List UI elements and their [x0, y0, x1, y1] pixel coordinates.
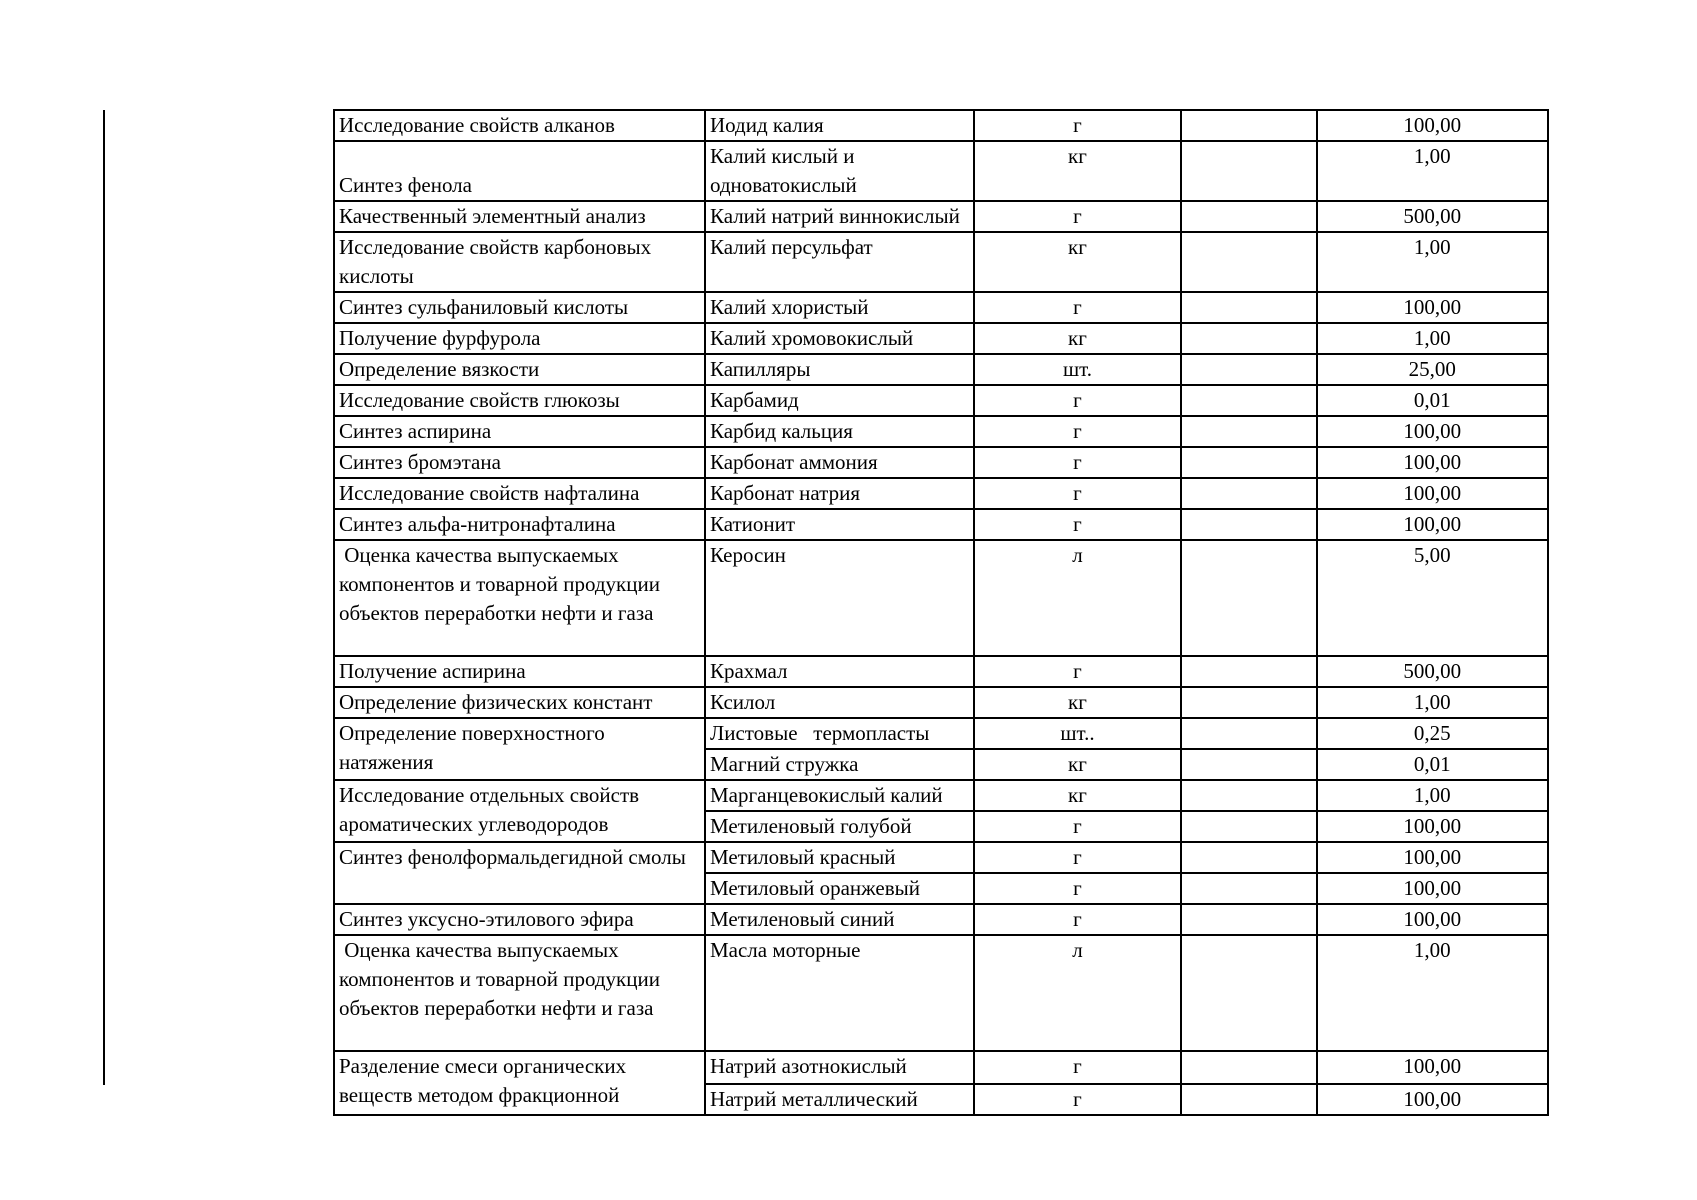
empty-cell [1181, 904, 1316, 935]
reagent-cell: Карбамид [705, 385, 974, 416]
reagent-cell: Магний стружка [705, 749, 974, 780]
reagent-cell: Крахмал [705, 656, 974, 687]
reagent-cell: Калий хромовокислый [705, 323, 974, 354]
unit-cell: кг [974, 323, 1181, 354]
unit-cell: г [974, 656, 1181, 687]
empty-cell [1181, 232, 1316, 292]
topic-cell: Оценка качества выпускаемых компонентов и товарной продукции объектов переработки нефти и газа [334, 540, 705, 656]
quantity-cell: 100,00 [1317, 842, 1549, 873]
reagent-cell: Капилляры [705, 354, 974, 385]
quantity-cell: 0,25 [1317, 718, 1549, 749]
reagent-cell: Катионит [705, 509, 974, 540]
empty-cell [1181, 416, 1316, 447]
topic-cell: Синтез альфа-нитронафталина [334, 509, 705, 540]
table-row [334, 292, 1548, 323]
unit-cell: шт.. [974, 718, 1181, 749]
topic-cell: Разделение смеси органических веществ методом фракционной [334, 1051, 705, 1115]
quantity-cell: 100,00 [1317, 416, 1549, 447]
empty-cell [1181, 141, 1316, 201]
empty-cell [1181, 811, 1316, 842]
empty-cell [1181, 780, 1316, 811]
table-row [334, 141, 1548, 201]
topic-cell: Определение физических констант [334, 687, 705, 718]
topic-cell: Синтез аспирина [334, 416, 705, 447]
empty-cell [1181, 540, 1316, 656]
reagent-cell: Ксилол [705, 687, 974, 718]
quantity-cell: 100,00 [1317, 904, 1549, 935]
topic-cell: Синтез бромэтана [334, 447, 705, 478]
unit-cell: шт. [974, 354, 1181, 385]
empty-cell [1181, 509, 1316, 540]
topic-cell: Исследование свойств глюкозы [334, 385, 705, 416]
quantity-cell: 1,00 [1317, 232, 1549, 292]
quantity-cell: 100,00 [1317, 292, 1549, 323]
quantity-cell: 100,00 [1317, 873, 1549, 904]
table-row [334, 904, 1548, 935]
unit-cell: г [974, 110, 1181, 141]
table-row [334, 540, 1548, 656]
quantity-cell: 5,00 [1317, 540, 1549, 656]
unit-cell: л [974, 935, 1181, 1051]
topic-cell: Синтез фенолформальдегидной смолы [334, 842, 705, 904]
reagent-cell: Метиловый красный [705, 842, 974, 873]
topic-cell: Исследование отдельных свойств ароматических углеводородов [334, 780, 705, 842]
empty-cell [1181, 292, 1316, 323]
table-row [334, 385, 1548, 416]
topic-cell: Получение аспирина [334, 656, 705, 687]
reagent-cell: Карбонат аммония [705, 447, 974, 478]
table-row [334, 416, 1548, 447]
quantity-cell: 1,00 [1317, 780, 1549, 811]
topic-cell: Синтез сульфаниловый кислоты [334, 292, 705, 323]
unit-cell: г [974, 904, 1181, 935]
quantity-cell: 1,00 [1317, 323, 1549, 354]
quantity-cell: 25,00 [1317, 354, 1549, 385]
quantity-cell: 100,00 [1317, 1051, 1549, 1084]
quantity-cell: 0,01 [1317, 385, 1549, 416]
quantity-cell: 1,00 [1317, 687, 1549, 718]
topic-cell: Исследование свойств нафталина [334, 478, 705, 509]
quantity-cell: 100,00 [1317, 447, 1549, 478]
unit-cell: кг [974, 687, 1181, 718]
topic-cell: Синтез фенола [334, 141, 705, 201]
reagent-cell: Листовые термопласты [705, 718, 974, 749]
reagent-cell: Калий кислый и одноватокислый [705, 141, 974, 201]
topic-cell: Определение вязкости [334, 354, 705, 385]
unit-cell: кг [974, 141, 1181, 201]
empty-cell [1181, 1051, 1316, 1084]
topic-cell: Получение фурфурола [334, 323, 705, 354]
quantity-cell: 100,00 [1317, 110, 1549, 141]
table-row [334, 323, 1548, 354]
empty-cell [1181, 935, 1316, 1051]
table-row [334, 935, 1548, 1051]
reagent-cell: Марганцевокислый калий [705, 780, 974, 811]
table-row [334, 780, 1548, 811]
empty-cell [1181, 687, 1316, 718]
unit-cell: г [974, 842, 1181, 873]
quantity-cell: 100,00 [1317, 478, 1549, 509]
unit-cell: кг [974, 749, 1181, 780]
unit-cell: г [974, 873, 1181, 904]
quantity-cell: 100,00 [1317, 509, 1549, 540]
empty-cell [1181, 385, 1316, 416]
reagent-cell: Метиленовый синий [705, 904, 974, 935]
table-row [334, 110, 1548, 141]
empty-cell [1181, 110, 1316, 141]
reagent-cell: Керосин [705, 540, 974, 656]
table-row [334, 232, 1548, 292]
empty-cell [1181, 447, 1316, 478]
topic-cell: Оценка качества выпускаемых компонентов и товарной продукции объектов переработки нефти и газа [334, 935, 705, 1051]
table-row [334, 478, 1548, 509]
table-row [334, 842, 1548, 873]
topic-cell: Исследование свойств алканов [334, 110, 705, 141]
reagent-cell: Метиловый оранжевый [705, 873, 974, 904]
topic-cell: Синтез уксусно-этилового эфира [334, 904, 705, 935]
topic-cell: Определение поверхностного натяжения [334, 718, 705, 780]
reagent-cell: Метиленовый голубой [705, 811, 974, 842]
unit-cell: г [974, 509, 1181, 540]
reagent-cell: Масла моторные [705, 935, 974, 1051]
reagent-cell: Калий хлористый [705, 292, 974, 323]
quantity-cell: 100,00 [1317, 1084, 1549, 1115]
table-row [334, 656, 1548, 687]
unit-cell: кг [974, 232, 1181, 292]
table-row [334, 1051, 1548, 1084]
table-row [334, 509, 1548, 540]
quantity-cell: 1,00 [1317, 935, 1549, 1051]
unit-cell: г [974, 478, 1181, 509]
table-row [334, 201, 1548, 232]
quantity-cell: 0,01 [1317, 749, 1549, 780]
unit-cell: г [974, 447, 1181, 478]
reagents-table [333, 109, 1549, 1116]
empty-cell [1181, 201, 1316, 232]
empty-cell [1181, 354, 1316, 385]
empty-cell [1181, 1084, 1316, 1115]
empty-cell [1181, 718, 1316, 749]
empty-cell [1181, 478, 1316, 509]
unit-cell: г [974, 416, 1181, 447]
quantity-cell: 100,00 [1317, 811, 1549, 842]
reagent-cell: Иодид калия [705, 110, 974, 141]
unit-cell: кг [974, 780, 1181, 811]
unit-cell: г [974, 385, 1181, 416]
unit-cell: г [974, 201, 1181, 232]
page-margin-line [103, 110, 105, 1085]
table-row [334, 718, 1548, 749]
reagent-cell: Натрий металлический [705, 1084, 974, 1115]
quantity-cell: 1,00 [1317, 141, 1549, 201]
reagent-cell: Карбонат натрия [705, 478, 974, 509]
reagent-cell: Карбид кальция [705, 416, 974, 447]
topic-cell: Исследование свойств карбоновых кислоты [334, 232, 705, 292]
reagent-cell: Калий натрий виннокислый [705, 201, 974, 232]
empty-cell [1181, 842, 1316, 873]
quantity-cell: 500,00 [1317, 656, 1549, 687]
table-row [334, 447, 1548, 478]
reagent-cell: Натрий азотнокислый [705, 1051, 974, 1084]
empty-cell [1181, 873, 1316, 904]
unit-cell: л [974, 540, 1181, 656]
table-row [334, 354, 1548, 385]
unit-cell: г [974, 1051, 1181, 1084]
unit-cell: г [974, 292, 1181, 323]
empty-cell [1181, 749, 1316, 780]
table-row [334, 687, 1548, 718]
empty-cell [1181, 323, 1316, 354]
unit-cell: г [974, 1084, 1181, 1115]
topic-cell: Качественный элементный анализ [334, 201, 705, 232]
unit-cell: г [974, 811, 1181, 842]
empty-cell [1181, 656, 1316, 687]
reagent-cell: Калий персульфат [705, 232, 974, 292]
quantity-cell: 500,00 [1317, 201, 1549, 232]
